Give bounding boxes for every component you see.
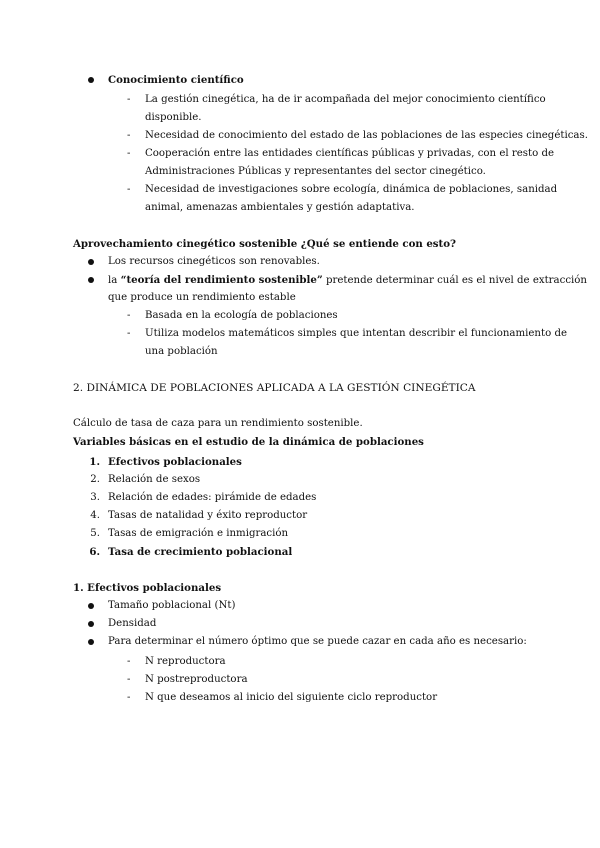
- bullet-icon: [88, 639, 94, 645]
- list-item: N reproductora: [145, 656, 226, 667]
- list-item-cont: animal, amenazas ambientales y gestión adaptativa.: [145, 202, 415, 213]
- bullet-icon: [88, 621, 94, 627]
- text-run-bold: “teoría del rendimiento sostenible”: [120, 274, 323, 286]
- text-run: pretende determinar cuál es el nivel de extracción: [322, 275, 587, 286]
- list-item-cont: que produce un rendimiento estable: [108, 292, 296, 303]
- bullet-icon: [88, 259, 94, 265]
- list-item-cont: una población: [145, 346, 218, 357]
- list-number: 6.: [89, 546, 100, 558]
- text-run: la: [108, 275, 121, 286]
- list-item: Cooperación entre las entidades científicas públicas y privadas, con el resto de: [145, 148, 555, 159]
- list-item: Necesidad de investigaciones sobre ecología, dinámica de poblaciones, sanidad: [145, 184, 558, 195]
- list-number: 2.: [90, 474, 100, 485]
- dash-icon: -: [127, 184, 131, 195]
- list-number: 4.: [90, 510, 100, 521]
- dash-icon: -: [127, 328, 131, 339]
- list-number: 1.: [89, 456, 100, 468]
- dash-icon: -: [127, 148, 131, 159]
- list-item: Necesidad de conocimiento del estado de las poblaciones de las especies cinegéticas.: [145, 130, 588, 141]
- list-item: Densidad: [108, 618, 157, 629]
- bullet-icon: [88, 77, 94, 83]
- section-heading: Conocimiento científico: [108, 74, 244, 86]
- list-number: 5.: [90, 528, 100, 539]
- list-item: N postreproductora: [145, 674, 248, 685]
- dash-icon: -: [127, 94, 131, 105]
- list-item: Relación de edades: pirámide de edades: [108, 492, 317, 503]
- dash-icon: -: [127, 130, 131, 141]
- dash-icon: -: [127, 674, 131, 685]
- list-item: N que deseamos al inicio del siguiente ciclo reproductor: [145, 692, 438, 703]
- section-subheading: Variables básicas en el estudio de la dinámica de poblaciones: [73, 436, 424, 448]
- section-heading: Aprovechamiento cinegético sostenible ¿Qué se entiende con esto?: [73, 238, 457, 250]
- list-item: Los recursos cinegéticos son renovables.: [108, 256, 320, 267]
- list-item: Relación de sexos: [108, 474, 201, 485]
- bullet-icon: [88, 603, 94, 609]
- list-item: Tasas de natalidad y éxito reproductor: [108, 510, 308, 521]
- list-item: Basada en la ecología de poblaciones: [145, 310, 338, 321]
- section-heading: 1. Efectivos poblacionales: [73, 582, 222, 594]
- bullet-icon: [88, 277, 94, 283]
- dash-icon: -: [127, 656, 131, 667]
- list-number: 3.: [90, 492, 100, 503]
- paragraph: Cálculo de tasa de caza para un rendimiento sostenible.: [73, 418, 363, 429]
- dash-icon: -: [127, 692, 131, 703]
- section-title: 2. DINÁMICA DE POBLACIONES APLICADA A LA GESTIÓN CINEGÉTICA: [73, 382, 476, 394]
- dash-icon: -: [127, 310, 131, 321]
- list-item: La gestión cinegética, ha de ir acompañada del mejor conocimiento científico: [145, 94, 546, 105]
- list-item: Tamaño poblacional (Nt): [108, 600, 236, 611]
- list-item-cont: Administraciones Públicas y representantes del sector cinegético.: [145, 166, 486, 177]
- list-item: Para determinar el número óptimo que se puede cazar en cada año es necesario:: [108, 636, 527, 647]
- list-item: Efectivos poblacionales: [108, 456, 242, 468]
- list-item: [108, 273, 587, 288]
- list-item: Tasa de crecimiento poblacional: [108, 546, 293, 558]
- list-item: Tasas de emigración e inmigración: [108, 528, 289, 539]
- list-item-cont: disponible.: [145, 112, 202, 123]
- list-item: Utiliza modelos matemáticos simples que intentan describir el funcionamiento de: [145, 328, 568, 339]
